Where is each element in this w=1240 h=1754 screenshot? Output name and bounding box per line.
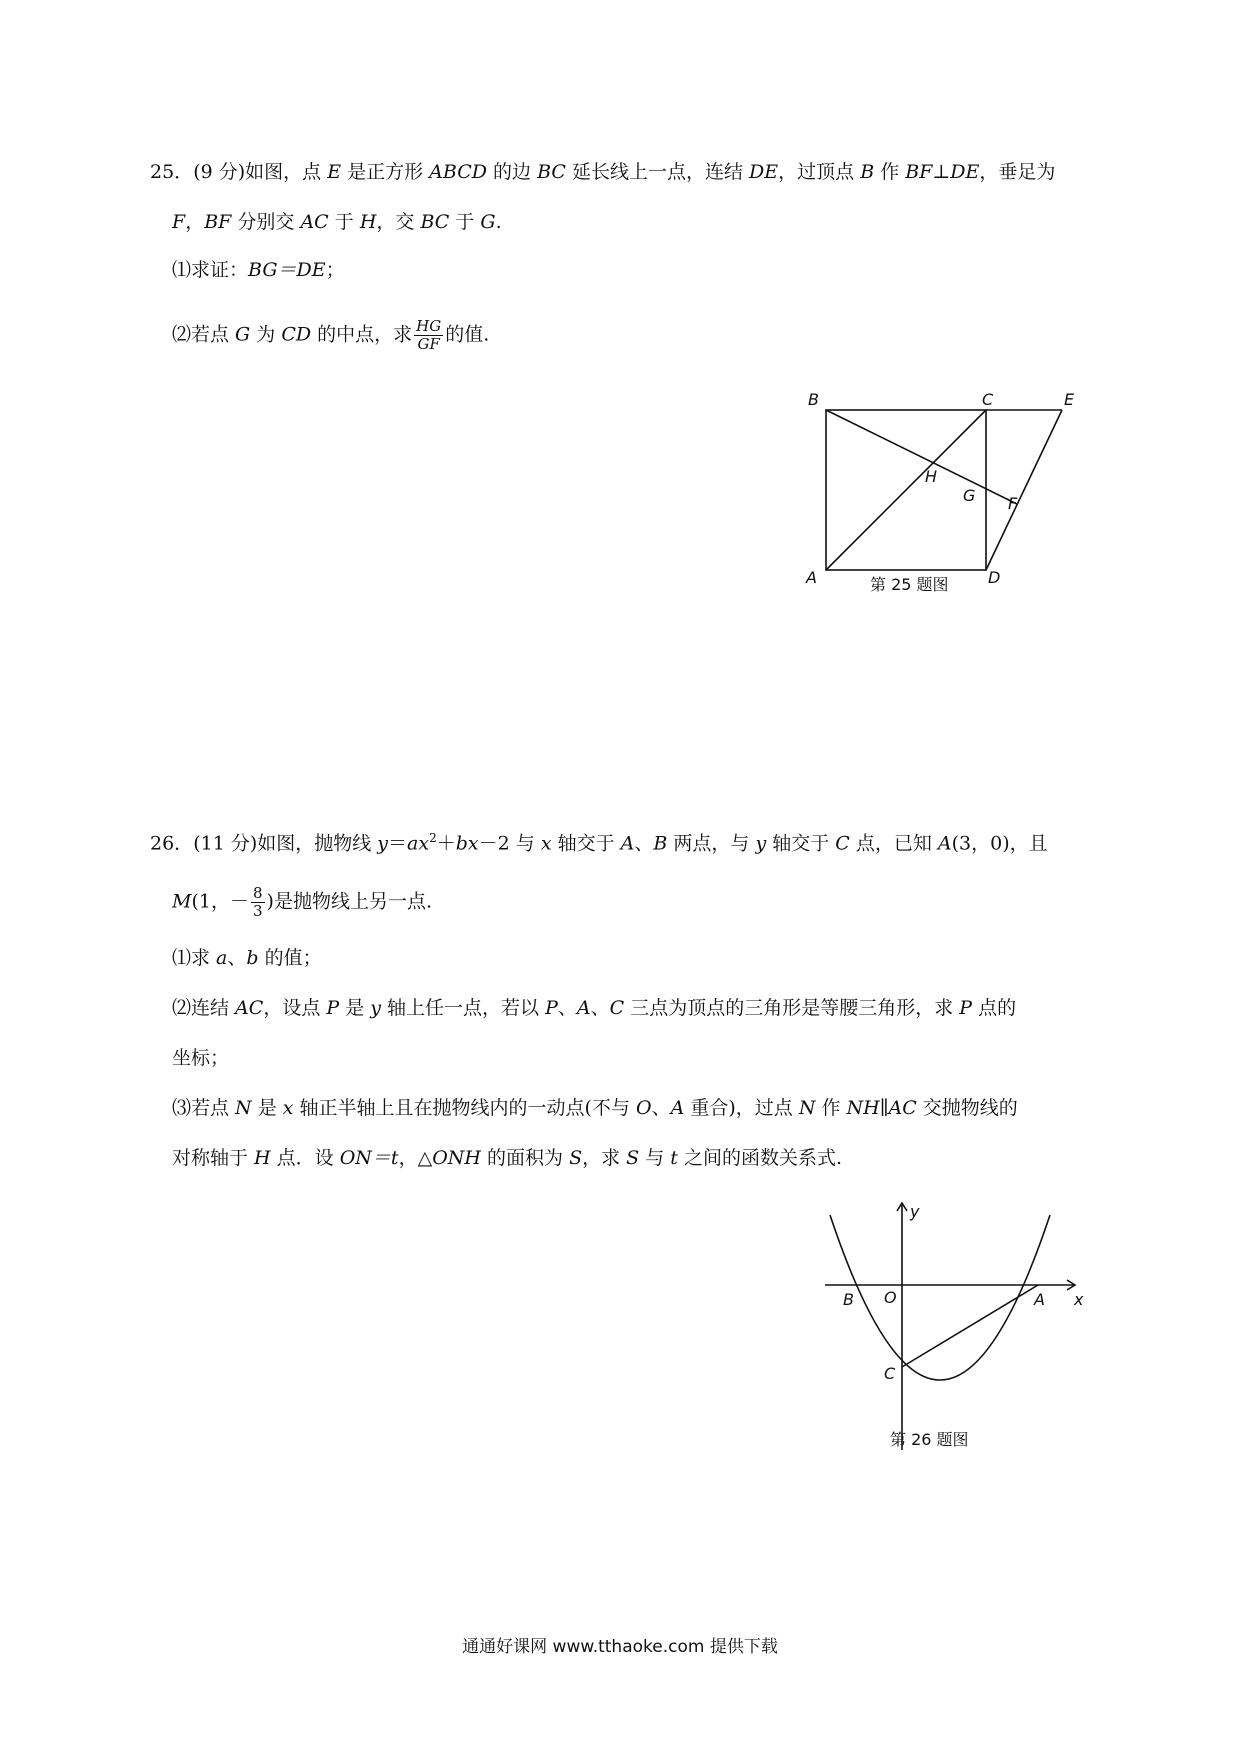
label-f: F	[1008, 494, 1018, 513]
label-a: A	[806, 568, 817, 587]
hg-over-gf-fraction: $\frac{HG}{GF}$	[416, 317, 442, 353]
label-e: E	[1064, 390, 1075, 409]
label-a: A	[1034, 1290, 1045, 1309]
segment-ac	[902, 1285, 1038, 1367]
segment-de	[986, 410, 1062, 570]
q26-line1: 26．(11 分)如图，抛物线 $y=ax^2+bx-2$ 与 x 轴交于 A、B 两点，与 y 轴交于 C 点，已知 A(3，0)，且	[150, 831, 1048, 855]
q26-part3: ⑶若点 N 是 x 轴正半轴上且在抛物线内的一动点(不与 O、A 重合)，过点 N 作 NH∥AC 交抛物线的	[172, 1097, 1018, 1119]
figure-26	[810, 1195, 1110, 1465]
diagonal-ac	[826, 410, 986, 570]
figure-26-caption: 第 26 题图	[890, 1430, 969, 1449]
q25-part1: ⑴求证：BG＝DE；	[172, 259, 345, 281]
label-d: D	[988, 568, 1001, 587]
label-x: x	[1074, 1290, 1084, 1309]
label-o: O	[884, 1288, 897, 1307]
label-b: B	[808, 390, 819, 409]
q26-line2: M(1，－ $\frac{8}{3}$ )是抛物线上另一点.	[172, 884, 432, 920]
label-g: G	[963, 486, 976, 505]
q25-part2: ⑵若点 G 为 CD 的中点，求 $\frac{HG}{GF}$ 的值.	[172, 317, 490, 353]
label-c: C	[982, 390, 994, 409]
q25-line2: F，BF 分别交 AC 于 H，交 BC 于 G.	[172, 211, 502, 233]
label-b: B	[843, 1290, 854, 1309]
q25-line1: 25．(9 分)如图，点 E 是正方形 ABCD 的边 BC 延长线上一点，连结 DE，过顶点 B 作 BF⊥DE，垂足为	[150, 161, 1056, 183]
q26-part2: ⑵连结 AC，设点 P 是 y 轴上任一点，若以 P、A、C 三点为顶点的三角形是等腰三角形，求 P 点的	[172, 997, 1017, 1019]
q26-part1: ⑴求 a、b 的值；	[172, 947, 322, 969]
footer: 通通好课网 www.tthaoke.com 提供下载	[462, 1637, 778, 1657]
q26-part3-line2: 对称轴于 H 点．设 ON＝t，△ONH 的面积为 S，求 S 与 t 之间的函数关系式.	[172, 1147, 842, 1169]
segment-bf	[826, 410, 1017, 504]
figure-25-caption: 第 25 题图	[870, 575, 949, 594]
label-h: H	[925, 467, 938, 486]
figure-25	[800, 385, 1100, 605]
eight-thirds-fraction: $\frac{8}{3}$	[252, 884, 263, 920]
label-c: C	[884, 1364, 896, 1383]
q26-part2-line2: 坐标；	[172, 1047, 230, 1069]
label-y: y	[910, 1202, 920, 1221]
